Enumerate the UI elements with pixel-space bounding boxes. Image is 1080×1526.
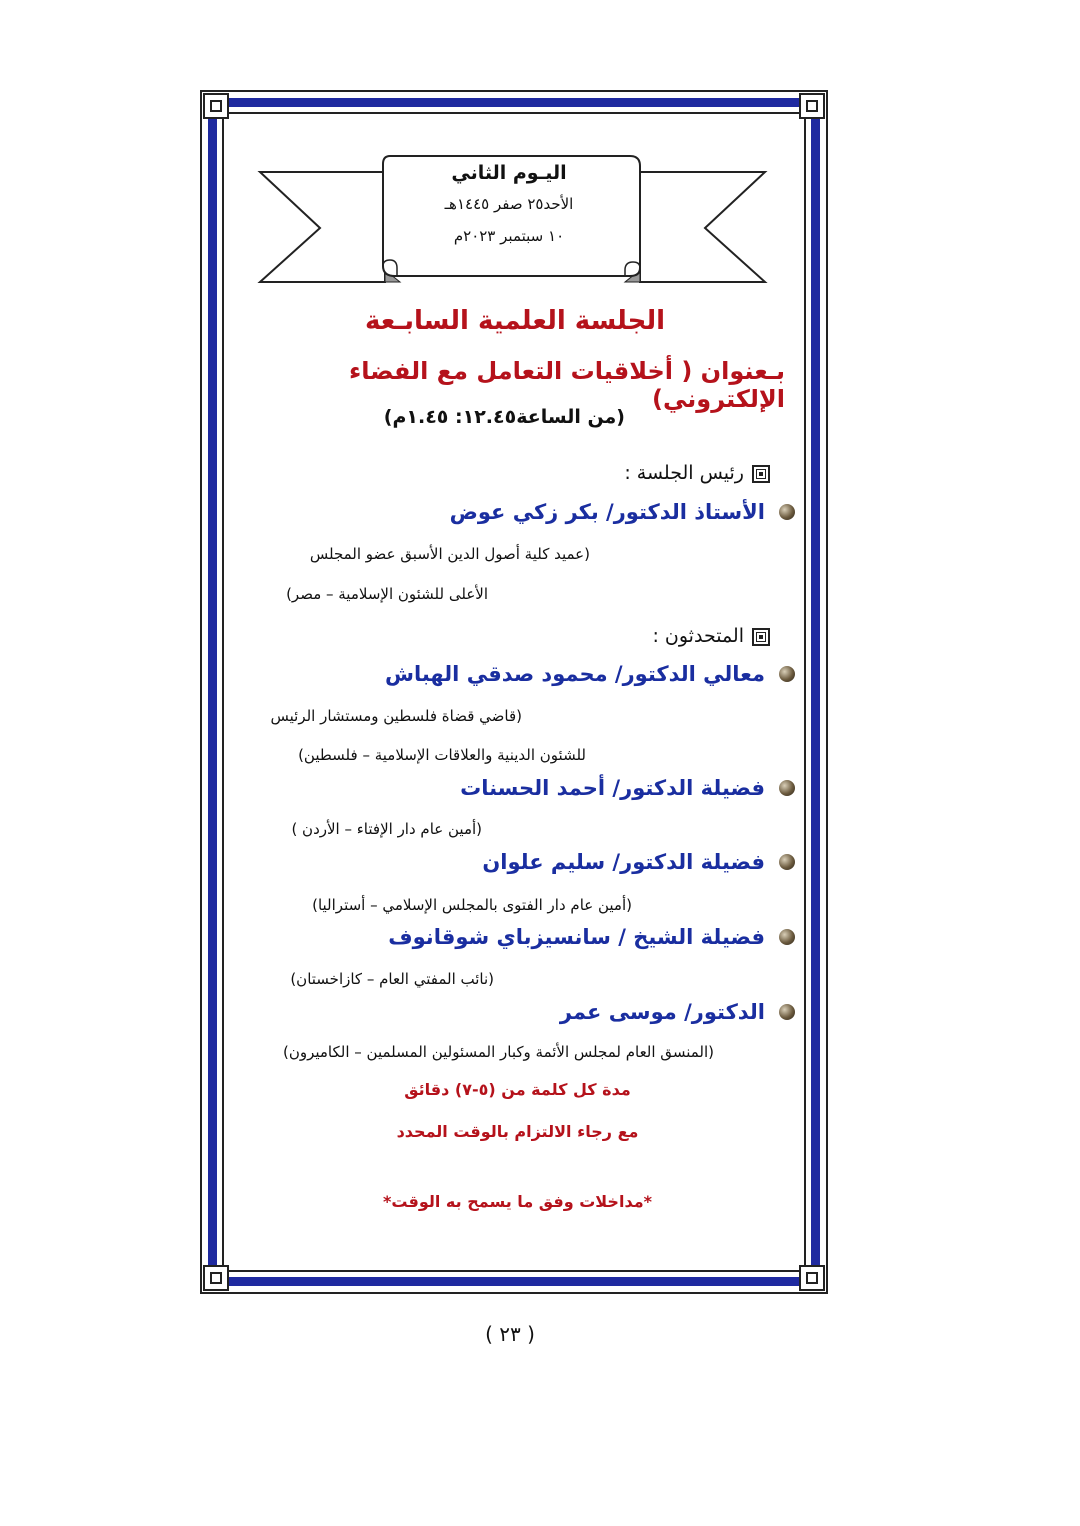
square-bullet-icon bbox=[752, 628, 770, 646]
speaker-4 bbox=[240, 925, 795, 949]
chair-label: رئيس الجلسة : bbox=[624, 462, 744, 484]
chair-description-line1: (عميد كلية أصول الدين الأسبق عضو المجلس bbox=[309, 545, 590, 563]
chair-description-line2: الأعلى للشئون الإسلامية – مصر) bbox=[286, 585, 488, 603]
banner-text bbox=[390, 160, 628, 246]
speaker-name: معالي الدكتور/ محمود صدقي الهباش bbox=[385, 662, 765, 686]
chair-person bbox=[240, 500, 795, 524]
round-bullet-icon bbox=[779, 780, 795, 796]
banner-gregorian-date: ١٠ سبتمبر ٢٠٢٣م bbox=[453, 227, 565, 245]
speaker-description: (أمين عام دار الإفتاء – الأردن ) bbox=[291, 820, 482, 838]
speaker-description: (المنسق العام لمجلس الأئمة وكبار المسئولين المسلمين – الكاميرون) bbox=[282, 1043, 714, 1061]
session-title: الجلسة العلمية السابـعة bbox=[364, 306, 666, 336]
speaker-3 bbox=[240, 850, 795, 874]
chair-section-heading bbox=[560, 462, 770, 484]
interventions-note: *مداخلات وفق ما يسمح به الوقت* bbox=[383, 1192, 652, 1211]
speaker-1 bbox=[240, 662, 795, 686]
square-bullet-icon bbox=[752, 465, 770, 483]
corner-ornament-top-right bbox=[799, 93, 825, 119]
speaker-name: الدكتور/ موسى عمر bbox=[559, 1000, 765, 1024]
punctuality-note: مع رجاء الالتزام بالوقت المحدد bbox=[396, 1122, 639, 1141]
speaker-name: فضيلة الدكتور/ سليم علوان bbox=[482, 850, 765, 874]
banner-hijri-date: الأحد٢٥ صفر ١٤٤٥هـ bbox=[444, 195, 574, 213]
round-bullet-icon bbox=[779, 929, 795, 945]
round-bullet-icon bbox=[779, 854, 795, 870]
round-bullet-icon bbox=[779, 1004, 795, 1020]
speaker-name: فضيلة الشيخ / سانسيزباي شوقانوف bbox=[388, 925, 765, 949]
round-bullet-icon bbox=[779, 504, 795, 520]
banner-day: اليـوم الثاني bbox=[451, 162, 567, 184]
speakers-label: المتحدثون : bbox=[652, 625, 744, 647]
speaker-description: (أمين عام دار الفتوى بالمجلس الإسلامي – أستراليا) bbox=[312, 896, 632, 914]
speaker-description: (قاضي قضاة فلسطين ومستشار الرئيس bbox=[270, 707, 522, 725]
round-bullet-icon bbox=[779, 666, 795, 682]
speaker-5 bbox=[240, 1000, 795, 1024]
chair-name: الأستاذ الدكتور/ بكر زكي عوض bbox=[449, 500, 765, 524]
speaker-description: للشئون الدينية والعلاقات الإسلامية – فلسطين) bbox=[298, 746, 586, 764]
session-subtitle: بـعنوان ( أخلاقيات التعامل مع الفضاء الإلكتروني) bbox=[348, 357, 785, 413]
speaker-description: (نائب المفتي العام – كازاخستان) bbox=[290, 970, 494, 988]
speaker-2 bbox=[240, 776, 795, 800]
corner-ornament-bottom-right bbox=[799, 1265, 825, 1291]
page-number: ( ٢٣ ) bbox=[485, 1322, 535, 1346]
session-time: (من الساعة١٢.٤٥: ١.٤٥م) bbox=[383, 406, 625, 428]
speaker-name: فضيلة الدكتور/ أحمد الحسنات bbox=[460, 776, 765, 800]
duration-note: مدة كل كلمة من (٥-٧) دقائق bbox=[404, 1080, 631, 1099]
corner-ornament-bottom-left bbox=[203, 1265, 229, 1291]
corner-ornament-top-left bbox=[203, 93, 229, 119]
speakers-section-heading bbox=[560, 625, 770, 647]
